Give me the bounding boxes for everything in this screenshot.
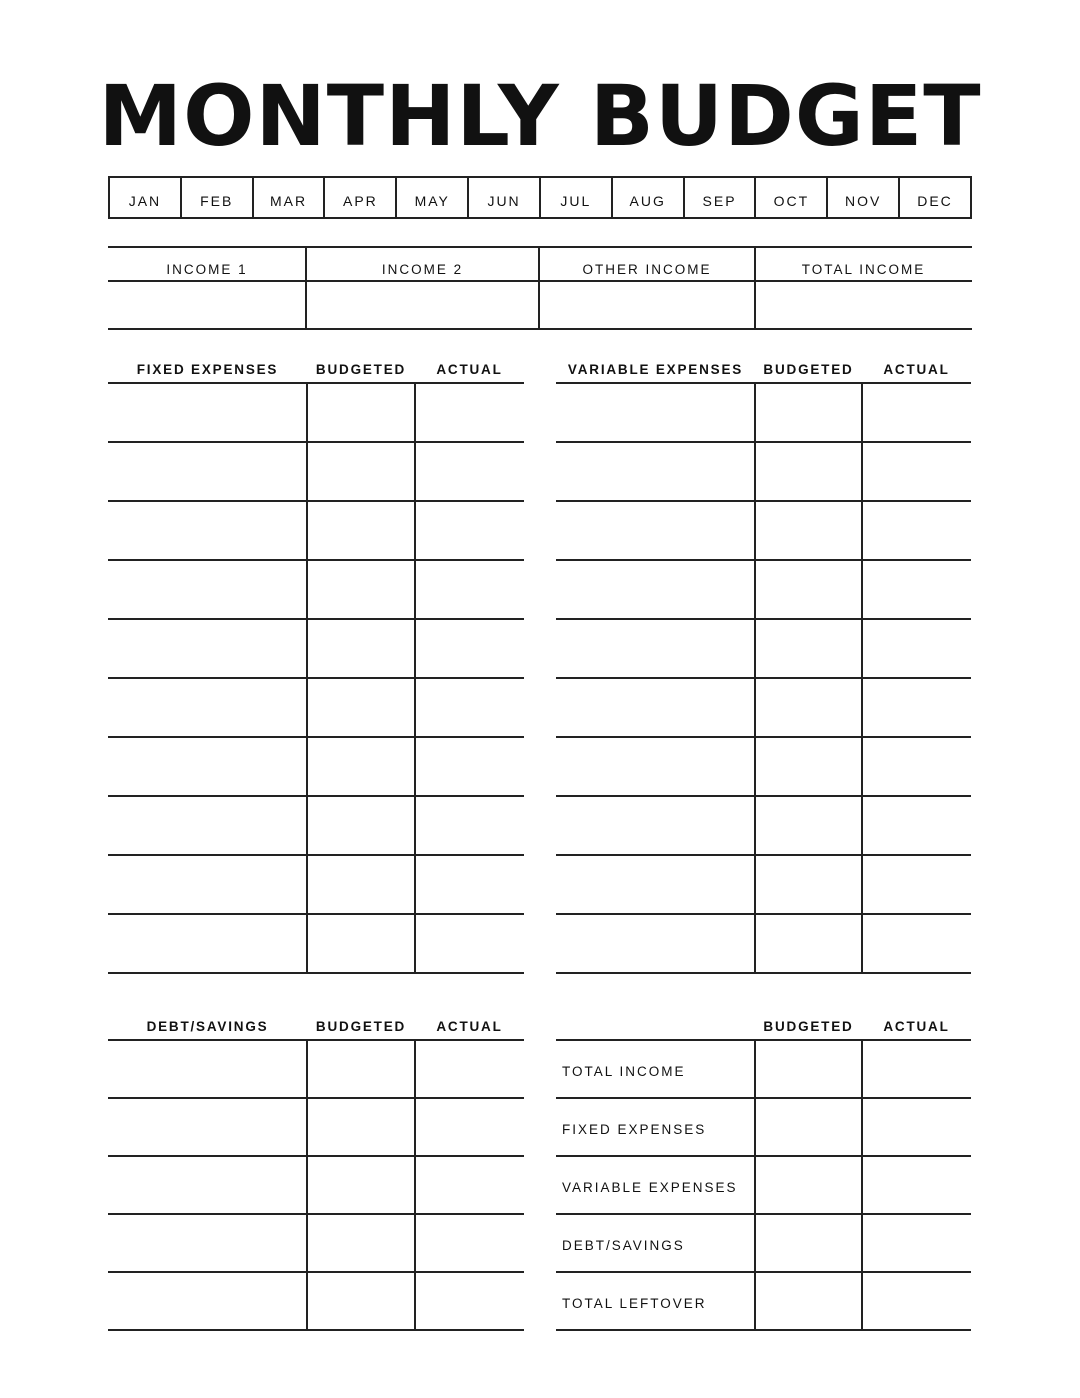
income-header-income-2: INCOME 2	[381, 261, 464, 277]
summary-divider	[861, 1039, 863, 1331]
variable-expenses-actual-cell[interactable]	[862, 738, 971, 796]
fixed-expenses-actual-cell[interactable]	[415, 443, 524, 501]
variable-expenses-header-actual: ACTUAL	[883, 362, 950, 377]
summary-actual-cell[interactable]	[862, 1099, 971, 1156]
variable-expenses-item-cell[interactable]	[556, 679, 755, 737]
income-header-other-income: OTHER INCOME	[582, 261, 712, 277]
variable-expenses-header-budgeted: BUDGETED	[763, 362, 854, 377]
page-title: MONTHLY BUDGET	[98, 67, 982, 165]
debt-savings-budgeted-cell[interactable]	[307, 1215, 415, 1272]
summary-header-actual: ACTUAL	[883, 1019, 950, 1034]
variable-expenses-item-cell[interactable]	[556, 738, 755, 796]
month-mar[interactable]: MAR	[254, 178, 326, 217]
month-nov[interactable]: NOV	[828, 178, 900, 217]
fixed-expenses-divider	[414, 382, 416, 974]
variable-expenses-divider	[754, 382, 756, 974]
variable-expenses-actual-cell[interactable]	[862, 620, 971, 678]
summary-actual-cell[interactable]	[862, 1273, 971, 1330]
income-table	[108, 246, 972, 330]
debt-savings-table	[108, 1003, 524, 1326]
month-dec[interactable]: DEC	[917, 192, 953, 209]
summary-budgeted-cell[interactable]	[755, 1157, 862, 1214]
fixed-expenses-item-cell[interactable]	[108, 915, 307, 973]
variable-expenses-actual-cell[interactable]	[862, 502, 971, 560]
fixed-expenses-actual-cell[interactable]	[415, 561, 524, 619]
variable-expenses-budgeted-cell[interactable]	[755, 679, 862, 737]
debt-savings-item-cell[interactable]	[108, 1041, 307, 1098]
variable-expenses-actual-cell[interactable]	[862, 856, 971, 914]
fixed-expenses-budgeted-cell[interactable]	[307, 738, 415, 796]
debt-savings-budgeted-cell[interactable]	[307, 1273, 415, 1330]
variable-expenses-actual-cell[interactable]	[862, 915, 971, 973]
fixed-expenses-budgeted-cell[interactable]	[307, 915, 415, 973]
summary-label-variable-expenses: VARIABLE EXPENSES	[562, 1180, 738, 1195]
income-header-income-1: INCOME 1	[166, 261, 248, 277]
summary-rule	[556, 1329, 971, 1331]
debt-savings-header-actual: ACTUAL	[436, 1019, 503, 1034]
variable-expenses-item-cell[interactable]	[556, 561, 755, 619]
debt-savings-item-cell[interactable]	[108, 1157, 307, 1214]
variable-expenses-item-cell[interactable]	[556, 443, 755, 501]
fixed-expenses-header-actual: ACTUAL	[436, 362, 503, 377]
variable-expenses-budgeted-cell[interactable]	[755, 915, 862, 973]
variable-expenses-budgeted-cell[interactable]	[755, 620, 862, 678]
variable-expenses-budgeted-cell[interactable]	[755, 561, 862, 619]
fixed-expenses-item-cell[interactable]	[108, 679, 307, 737]
summary-actual-cell[interactable]	[862, 1041, 971, 1098]
fixed-expenses-actual-cell[interactable]	[415, 738, 524, 796]
fixed-expenses-item-cell[interactable]	[108, 561, 307, 619]
debt-savings-divider	[414, 1039, 416, 1331]
variable-expenses-actual-cell[interactable]	[862, 384, 971, 442]
variable-expenses-actual-cell[interactable]	[862, 679, 971, 737]
debt-savings-actual-cell[interactable]	[415, 1273, 524, 1330]
summary-label-debt-savings: DEBT/SAVINGS	[562, 1238, 685, 1253]
fixed-expenses-actual-cell[interactable]	[415, 679, 524, 737]
summary-budgeted-cell[interactable]	[755, 1041, 862, 1098]
variable-expenses-actual-cell[interactable]	[862, 797, 971, 855]
month-jan[interactable]: JAN	[110, 178, 182, 217]
fixed-expenses-budgeted-cell[interactable]	[307, 561, 415, 619]
month-jun[interactable]: JUN	[469, 178, 541, 217]
variable-expenses-budgeted-cell[interactable]	[755, 384, 862, 442]
fixed-expenses-item-cell[interactable]	[108, 856, 307, 914]
debt-savings-actual-cell[interactable]	[415, 1041, 524, 1098]
income-divider	[305, 248, 307, 330]
fixed-expenses-budgeted-cell[interactable]	[307, 443, 415, 501]
fixed-expenses-actual-cell[interactable]	[415, 384, 524, 442]
debt-savings-actual-cell[interactable]	[415, 1099, 524, 1156]
month-apr[interactable]: APR	[325, 178, 397, 217]
fixed-expenses-actual-cell[interactable]	[415, 856, 524, 914]
debt-savings-item-cell[interactable]	[108, 1215, 307, 1272]
fixed-expenses-item-cell[interactable]	[108, 443, 307, 501]
fixed-expenses-divider	[306, 382, 308, 974]
debt-savings-rule	[108, 1329, 524, 1331]
fixed-expenses-budgeted-cell[interactable]	[307, 797, 415, 855]
income-value-income-2[interactable]	[306, 284, 539, 330]
summary-budgeted-cell[interactable]	[755, 1273, 862, 1330]
fixed-expenses-budgeted-cell[interactable]	[307, 502, 415, 560]
income-value-income-1[interactable]	[108, 284, 306, 330]
variable-expenses-item-cell[interactable]	[556, 915, 755, 973]
debt-savings-budgeted-cell[interactable]	[307, 1157, 415, 1214]
debt-savings-actual-cell[interactable]	[415, 1215, 524, 1272]
summary-budgeted-cell[interactable]	[755, 1215, 862, 1272]
debt-savings-budgeted-cell[interactable]	[307, 1099, 415, 1156]
fixed-expenses-table	[108, 346, 524, 964]
fixed-expenses-item-cell[interactable]	[108, 384, 307, 442]
fixed-expenses-budgeted-cell[interactable]	[307, 384, 415, 442]
variable-expenses-actual-cell[interactable]	[862, 443, 971, 501]
variable-expenses-budgeted-cell[interactable]	[755, 738, 862, 796]
fixed-expenses-actual-cell[interactable]	[415, 502, 524, 560]
variable-expenses-divider	[861, 382, 863, 974]
debt-savings-item-cell[interactable]	[108, 1099, 307, 1156]
variable-expenses-budgeted-cell[interactable]	[755, 856, 862, 914]
month-jul[interactable]: JUL	[541, 178, 613, 217]
month-selector	[108, 176, 972, 219]
income-value-other-income[interactable]	[539, 284, 755, 330]
fixed-expenses-actual-cell[interactable]	[415, 915, 524, 973]
month-may[interactable]: MAY	[397, 178, 469, 217]
debt-savings-header-budgeted: BUDGETED	[315, 1019, 407, 1034]
income-divider	[754, 248, 756, 330]
summary-header-budgeted: BUDGETED	[763, 1019, 854, 1034]
summary-divider	[754, 1039, 756, 1331]
month-feb[interactable]: FEB	[182, 178, 254, 217]
fixed-expenses-rule	[108, 972, 524, 974]
variable-expenses-budgeted-cell[interactable]	[755, 797, 862, 855]
income-value-total-income[interactable]	[755, 284, 972, 330]
variable-expenses-item-cell[interactable]	[556, 797, 755, 855]
variable-expenses-header-variable-expenses: VARIABLE EXPENSES	[567, 362, 744, 377]
variable-expenses-budgeted-cell[interactable]	[755, 502, 862, 560]
variable-expenses-table	[556, 346, 971, 964]
debt-savings-item-cell[interactable]	[108, 1273, 307, 1330]
fixed-expenses-item-cell[interactable]	[108, 620, 307, 678]
variable-expenses-item-cell[interactable]	[556, 620, 755, 678]
income-header-total-income: TOTAL INCOME	[801, 261, 926, 277]
summary-table	[556, 1003, 971, 1326]
variable-expenses-rule	[556, 972, 971, 974]
summary-label-total-income: TOTAL INCOME	[562, 1064, 686, 1079]
summary-header-blank	[556, 1003, 755, 1039]
fixed-expenses-item-cell[interactable]	[108, 797, 307, 855]
debt-savings-actual-cell[interactable]	[415, 1157, 524, 1214]
variable-expenses-item-cell[interactable]	[556, 384, 755, 442]
income-divider	[538, 248, 540, 330]
fixed-expenses-item-cell[interactable]	[108, 502, 307, 560]
variable-expenses-actual-cell[interactable]	[862, 561, 971, 619]
fixed-expenses-actual-cell[interactable]	[415, 620, 524, 678]
fixed-expenses-budgeted-cell[interactable]	[307, 620, 415, 678]
summary-label-fixed-expenses: FIXED EXPENSES	[562, 1122, 707, 1137]
summary-budgeted-cell[interactable]	[755, 1099, 862, 1156]
summary-actual-cell[interactable]	[862, 1215, 971, 1272]
debt-savings-budgeted-cell[interactable]	[307, 1041, 415, 1098]
variable-expenses-budgeted-cell[interactable]	[755, 443, 862, 501]
fixed-expenses-budgeted-cell[interactable]	[307, 679, 415, 737]
fixed-expenses-actual-cell[interactable]	[415, 797, 524, 855]
variable-expenses-item-cell[interactable]	[556, 856, 755, 914]
debt-savings-divider	[306, 1039, 308, 1331]
month-aug[interactable]: AUG	[613, 178, 685, 217]
fixed-expenses-header-budgeted: BUDGETED	[315, 362, 407, 377]
fixed-expenses-item-cell[interactable]	[108, 738, 307, 796]
summary-label-total-leftover: TOTAL LEFTOVER	[562, 1296, 707, 1311]
fixed-expenses-header-fixed-expenses: FIXED EXPENSES	[136, 362, 279, 377]
month-oct[interactable]: OCT	[756, 178, 828, 217]
summary-actual-cell[interactable]	[862, 1157, 971, 1214]
debt-savings-header-debt-savings: DEBT/SAVINGS	[146, 1019, 269, 1034]
fixed-expenses-budgeted-cell[interactable]	[307, 856, 415, 914]
variable-expenses-item-cell[interactable]	[556, 502, 755, 560]
month-sep[interactable]: SEP	[685, 178, 757, 217]
